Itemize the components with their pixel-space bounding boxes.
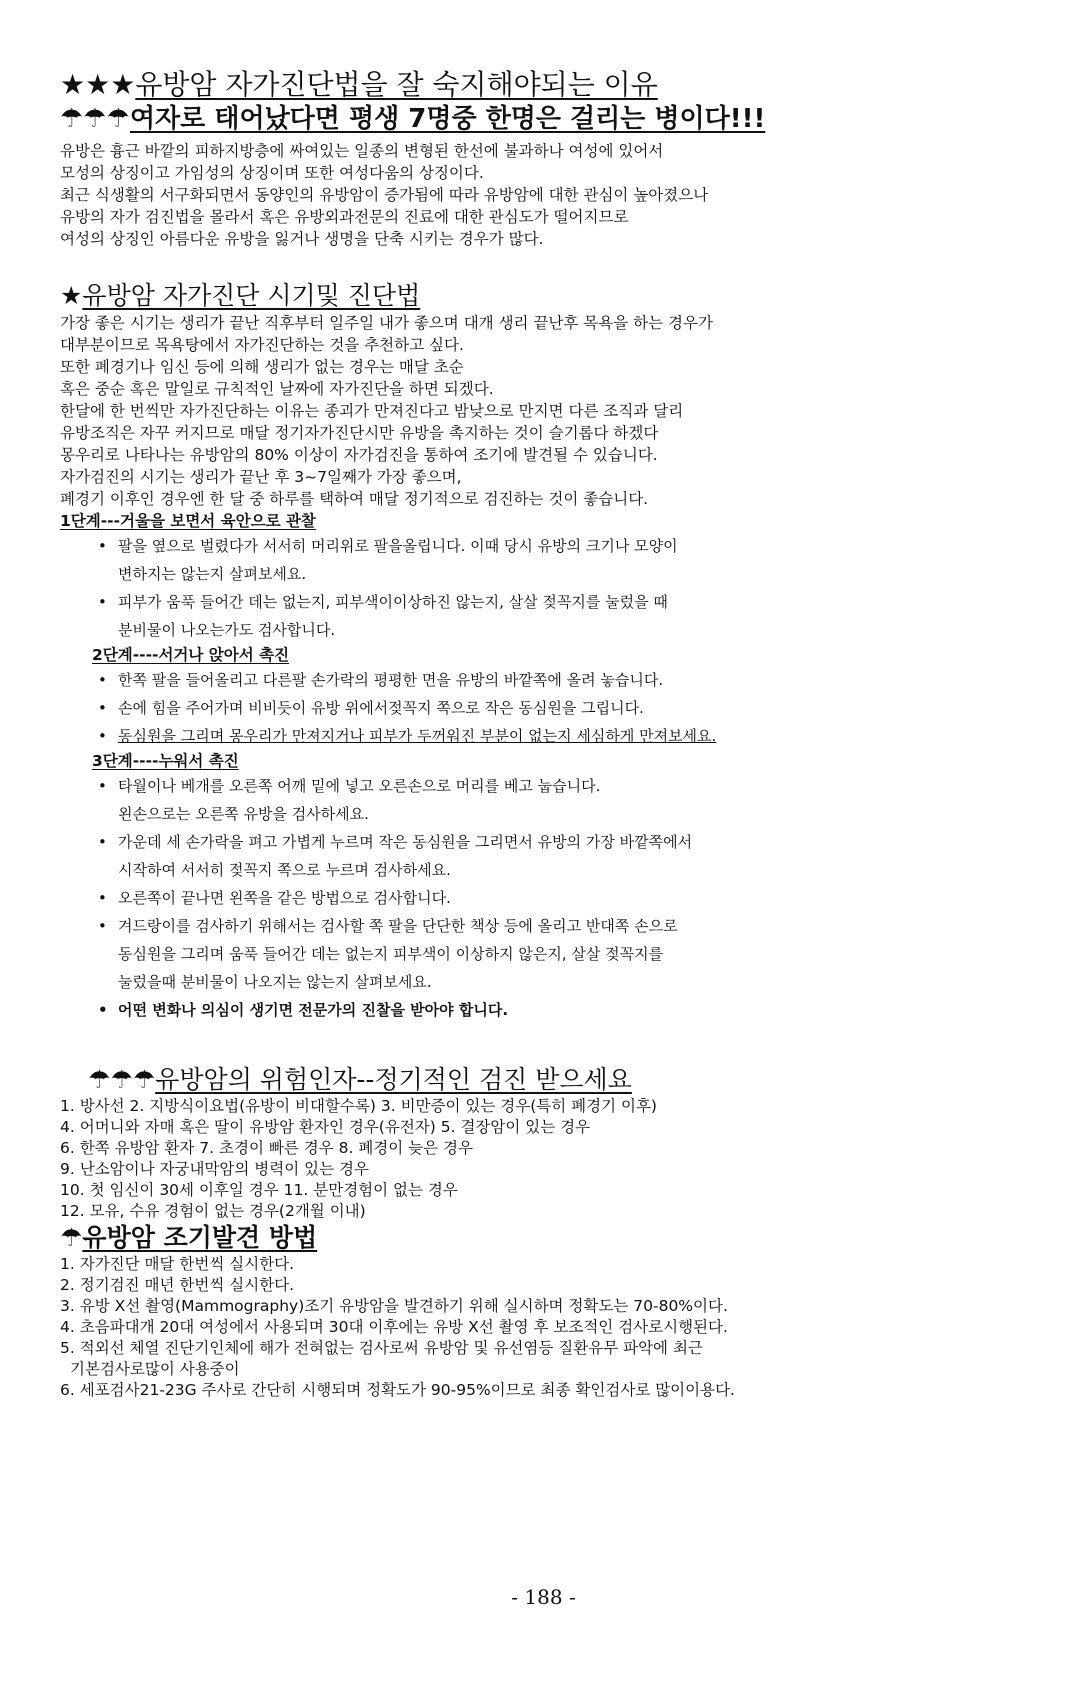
list-item: 4. 초음파대개 20대 여성에서 사용되며 30대 이후에는 유방 X선 촬영 후 보조적인 검사로시행된다.: [60, 1318, 728, 1336]
section-title-early-detection: [60, 1222, 1040, 1254]
bullet-dot-icon: •: [98, 889, 107, 907]
paragraph-line: 최근 식생활의 서구화되면서 동양인의 유방암이 증가됨에 따라 유방암에 대한 관심이 높아졌으나: [60, 186, 709, 204]
step3-bullet: [60, 884, 1040, 912]
bullet-dot-icon: •: [98, 593, 107, 611]
bullet-dot-icon: •: [98, 537, 107, 555]
list-item: 3. 유방 X선 촬영(Mammography)조기 유방암을 발견하기 위해 실시하며 정확도는 70-80%이다.: [60, 1297, 728, 1315]
list-item: 9. 난소암이나 자궁내막암의 병력이 있는 경우: [60, 1160, 369, 1178]
early-detection-list: [60, 1254, 1040, 1401]
list-item: 6. 세포검사21-23G 주사로 간단히 시행되며 정확도가 90-95%이므로 최종 확인검사로 많이이용다.: [60, 1381, 735, 1399]
step1-bullet: [60, 532, 1040, 560]
list-item: 4. 어머니와 자매 혹은 딸이 유방암 환자인 경우(유전자) 5. 결장암이 있는 경우: [60, 1118, 591, 1136]
bullet-text: 피부가 움푹 들어간 데는 없는지, 피부색이이상하진 않는지, 살살 젖꼭지를 눌렀을 때: [118, 593, 668, 611]
paragraph-line: 가장 좋은 시기는 생리가 끝난 직후부터 일주일 내가 좋으며 대개 생리 끝난후 목욕을 하는 경우가: [60, 314, 713, 332]
list-item: 10. 첫 임신이 30세 이후일 경우 11. 분만경험이 없는 경우: [60, 1181, 458, 1199]
section-title-text: 유방암 자가진단 시기및 진단법: [82, 281, 421, 310]
bullet-text: 손에 힘을 주어가며 비비듯이 유방 위에서젖꼭지 쪽으로 작은 동심원을 그립니다.: [118, 699, 644, 717]
bullet-dot-icon: •: [98, 917, 107, 935]
bullet-dot-icon: •: [98, 671, 107, 689]
umbrella-icon: ☂☂☂: [88, 1065, 156, 1094]
section-subtitle-text: 여자로 태어났다면 평생 7명중 한명은 걸리는 병이다!!!: [129, 104, 766, 134]
section-title-text: 유방암 조기발견 방법: [82, 1223, 318, 1252]
bullet-text: 동심원을 그리며 몽우리가 만져지거나 피부가 두꺼워진 부분이 없는지 세심하게 만져보세요.: [118, 727, 717, 745]
paragraph-line: 유방의 자가 검진법을 몰라서 혹은 유방외과전문의 진료에 대한 관심도가 떨어지므로: [60, 208, 629, 226]
step3-bullet: [60, 772, 1040, 800]
paragraph-why: [60, 140, 1040, 250]
list-item-cont: 기본검사로많이 사용중이: [70, 1360, 240, 1378]
step3-bullet: [60, 996, 1040, 1024]
step3-title: 3단계----누워서 촉진: [92, 752, 239, 770]
step3-bullet-cont: 동심원을 그리며 움푹 들어간 데는 없는지 피부색이 이상하지 않은지, 살살 젖꼭지를: [118, 945, 664, 963]
bullet-dot-icon: •: [98, 1001, 108, 1019]
section-title-text: 유방암의 위험인자--정기적인 검진 받으세요: [155, 1065, 632, 1094]
paragraph-line: 또한 폐경기나 임신 등에 의해 생리가 없는 경우는 매달 초순: [60, 358, 464, 376]
umbrella-icon: ☂☂☂: [60, 104, 130, 134]
paragraph-line: 폐경기 이후인 경우엔 한 달 중 하루를 택하여 매달 정기적으로 검진하는 것이 좋습니다.: [60, 490, 649, 508]
paragraph-timing: [60, 312, 1040, 510]
paragraph-line: 유방조직은 자꾸 커지므로 매달 정기자가진단시만 유방을 촉지하는 것이 슬기롭다 하겠다: [60, 424, 659, 442]
step3-bullet-cont: 눌렀을때 분비물이 나오지는 않는지 살펴보세요.: [118, 973, 432, 991]
list-item: 1. 방사선 2. 지방식이요법(유방이 비대할수록) 3. 비만증이 있는 경우(특히 폐경기 이후): [60, 1097, 657, 1115]
bullet-dot-icon: •: [98, 699, 107, 717]
step2-title: 2단계----서거나 앉아서 촉진: [92, 646, 290, 664]
paragraph-line: 자가검진의 시기는 생리가 끝난 후 3~7일째가 가장 좋으며,: [60, 468, 462, 486]
list-item: 2. 정기검진 매년 한번씩 실시한다.: [60, 1276, 295, 1294]
step3-bullet: [60, 828, 1040, 856]
paragraph-line: 몽우리로 나타나는 유방암의 80% 이상이 자가검진을 통하여 조기에 발견될 수 있습니다.: [60, 446, 658, 464]
section-title-text: 유방암 자가진단법을 잘 숙지해야되는 이유: [135, 68, 658, 101]
step2-bullet: [60, 694, 1040, 722]
paragraph-line: 혹은 중순 혹은 말일로 규칙적인 날짜에 자가진단을 하면 되겠다.: [60, 380, 494, 398]
step3-bullet: [60, 912, 1040, 940]
star-icon: ★: [60, 281, 83, 310]
section-title-timing: [60, 280, 1040, 312]
section-title-why: [60, 68, 1040, 102]
bullet-dot-icon: •: [98, 833, 107, 851]
page-number: - 188 -: [511, 1585, 576, 1609]
bullet-dot-icon: •: [98, 727, 107, 745]
paragraph-line: 유방은 흉근 바깥의 피하지방층에 싸여있는 일종의 변형된 한선에 불과하나 여성에 있어서: [60, 142, 664, 160]
bullet-dot-icon: •: [98, 777, 107, 795]
paragraph-line: 모성의 상징이고 가임성의 상징이며 또한 여성다움의 상징이다.: [60, 164, 484, 182]
bullet-text: 가운데 세 손가락을 펴고 가볍게 누르며 작은 동심원을 그리면서 유방의 가장 바깥쪽에서: [118, 833, 693, 851]
bullet-text: 한쪽 팔을 들어올리고 다른팔 손가락의 평평한 면을 유방의 바깥쪽에 올려 놓습니다.: [118, 671, 664, 689]
list-item: 5. 적외선 체열 진단기인체에 해가 전혀없는 검사로써 유방암 및 유선염등 질환유무 파악에 최근: [60, 1339, 703, 1357]
step2-bullet: [60, 722, 1040, 750]
umbrella-icon: ☂: [60, 1223, 83, 1252]
step3-bullet-cont: 시작하여 서서히 젖꼭지 쪽으로 누르며 검사하세요.: [118, 861, 451, 879]
step1-bullet: [60, 588, 1040, 616]
section-title-risk-factors: [60, 1064, 1040, 1096]
step3-bullet-cont: 왼손으로는 오른쪽 유방을 검사하세요.: [118, 805, 369, 823]
bullet-text: 겨드랑이를 검사하기 위해서는 검사할 쪽 팔을 단단한 책상 등에 올리고 반대쪽 손으로: [118, 917, 678, 935]
bullet-text: 팔을 옆으로 벌렸다가 서서히 머리위로 팔을올립니다. 이때 당시 유방의 크기나 모양이: [118, 537, 678, 555]
step1-title: 1단계---거울을 보면서 육안으로 관찰: [60, 512, 316, 530]
paragraph-line: 한달에 한 번씩만 자가진단하는 이유는 종괴가 만져진다고 밤낮으로 만지면 다른 조직과 달리: [60, 402, 684, 420]
document-page: [60, 68, 1040, 1401]
list-item: 6. 한쪽 유방암 환자 7. 초경이 빠른 경우 8. 폐경이 늦은 경우: [60, 1139, 473, 1157]
risk-factor-list: [60, 1096, 1040, 1222]
star-icon: ★★★: [60, 68, 136, 101]
paragraph-line: 여성의 상징인 아름다운 유방을 잃거나 생명을 단축 시키는 경우가 많다.: [60, 230, 544, 248]
list-item: 12. 모유, 수유 경험이 없는 경우(2개월 이내): [60, 1202, 366, 1220]
section-subtitle-statistic: [60, 102, 1040, 136]
bullet-text: 타월이나 베개를 오른쪽 어깨 밑에 넣고 오른손으로 머리를 베고 눕습니다.: [118, 777, 601, 795]
step2-bullet: [60, 666, 1040, 694]
step1-bullet-cont: 변하지는 않는지 살펴보세요.: [118, 565, 307, 583]
list-item: 1. 자가진단 매달 한번씩 실시한다.: [60, 1255, 295, 1273]
bullet-text: 오른쪽이 끝나면 왼쪽을 같은 방법으로 검사합니다.: [118, 889, 451, 907]
step1-bullet-cont: 분비물이 나오는가도 검사합니다.: [118, 621, 336, 639]
bullet-text: 어떤 변화나 의심이 생기면 전문가의 진찰을 받아야 합니다.: [118, 1001, 509, 1019]
paragraph-line: 대부분이므로 목욕탕에서 자가진단하는 것을 추천하고 싶다.: [60, 336, 464, 354]
